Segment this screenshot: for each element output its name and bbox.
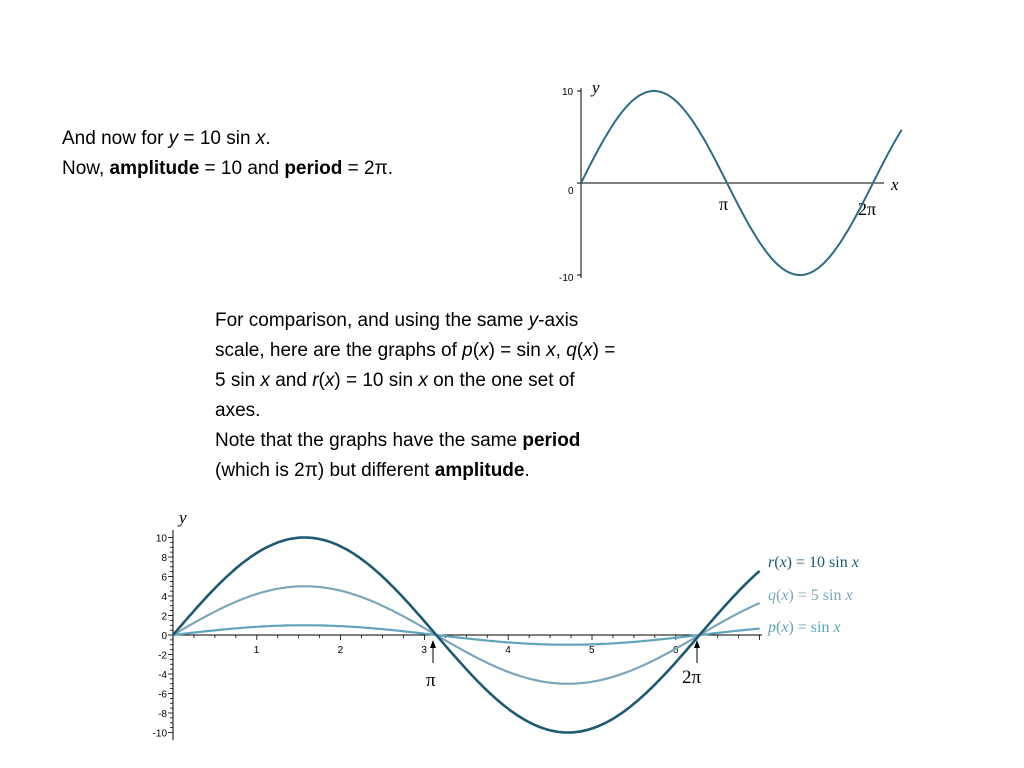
y-axis-label: y [179, 508, 187, 527]
text: amplitude [434, 460, 525, 481]
bottom-x-ticks [254, 645, 679, 656]
text: y [528, 310, 539, 331]
y-axis-label: y [592, 78, 600, 97]
x-tick-label: 3 [421, 645, 427, 656]
text: ( [576, 340, 584, 361]
two-pi-marker-label: 2π [682, 667, 702, 688]
text: period [522, 430, 581, 451]
text: x [418, 370, 428, 391]
x-tick-label: 2 [337, 645, 344, 656]
text: For comparison, and using the same [215, 310, 529, 331]
text: on the one set of [427, 370, 575, 391]
text: Note that the graphs have the same [215, 430, 523, 451]
y-tick-label: 10 [562, 87, 574, 98]
text: = 2π. [342, 158, 393, 179]
text: x [324, 370, 335, 391]
text: r [312, 370, 319, 391]
y-tick-label: -2 [158, 650, 167, 662]
text: -axis [538, 310, 579, 331]
text: = 10 and [199, 158, 285, 179]
text: x [479, 340, 489, 361]
text: ) = 10 sin [334, 370, 419, 391]
y-tick-label: -10 [152, 728, 167, 740]
text: ( [472, 340, 480, 361]
y-tick-label: -6 [158, 689, 167, 701]
pi-marker-label: π [426, 670, 436, 691]
pi-marker-label: π [719, 194, 729, 214]
legend [767, 554, 859, 636]
text: scale, here are the graphs of [215, 340, 463, 361]
text: and [269, 370, 313, 391]
legend-p: p(x) = sin x [768, 619, 841, 636]
text: And now for [62, 128, 169, 149]
text: = 10 sin [178, 128, 256, 149]
y-tick-label: 8 [161, 553, 167, 564]
text: Now, [62, 158, 110, 179]
text: x [260, 370, 270, 391]
x-axis-label: x [891, 175, 899, 194]
y-tick-label: -4 [158, 670, 167, 681]
text: ) = sin [488, 340, 547, 361]
y-tick-label: 0 [568, 186, 574, 197]
text: y [168, 128, 179, 149]
x-tick-label: 5 [589, 645, 595, 656]
y-tick-label: -10 [559, 273, 574, 284]
text: x [546, 340, 556, 361]
text: , [555, 340, 567, 361]
text: p [462, 340, 473, 361]
text: axes. [215, 400, 261, 421]
text: (which is 2π) but different [215, 460, 435, 481]
text: ) = [592, 340, 616, 361]
x-tick-label: 4 [505, 645, 511, 656]
x-tick-label: 1 [253, 645, 260, 656]
text: ( [318, 370, 325, 391]
y-tick-label: 6 [161, 572, 167, 584]
y-tick-label: 4 [161, 592, 167, 603]
text: x [583, 340, 593, 361]
y-tick-label: -8 [158, 709, 167, 720]
two-pi-marker-label: 2π [858, 199, 877, 219]
y-tick-label: 10 [155, 533, 167, 545]
text: x [255, 128, 266, 149]
x-tick-label: 6 [672, 645, 679, 656]
legend-r: r(x) = 10 sin x [768, 554, 859, 571]
y-tick-label: 2 [161, 611, 167, 623]
text: period [284, 158, 343, 179]
legend-q: q(x) = 5 sin x [768, 587, 853, 604]
text: . [524, 460, 530, 481]
bottom-y-ticks [153, 534, 168, 740]
pi-arrowhead [430, 640, 436, 648]
y-tick-label: 0 [161, 631, 167, 642]
text: . [265, 128, 271, 149]
text: amplitude [109, 158, 200, 179]
bottom-axes [168, 530, 762, 740]
text: 5 sin [215, 370, 261, 391]
text: q [566, 340, 577, 361]
